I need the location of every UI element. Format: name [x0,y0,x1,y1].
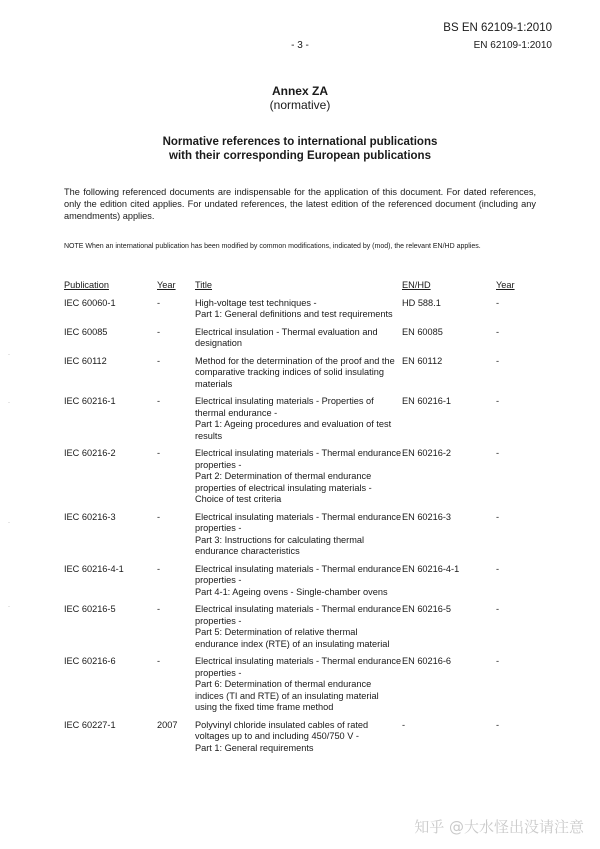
cell-year: - [157,604,161,614]
cell-en-year: - [496,396,500,406]
table-row [64,298,536,327]
table-row [64,720,536,761]
heading-line-1: Normative references to international publications [162,136,438,148]
cell-title [195,656,402,720]
heading-line-2: with their corresponding European publications [169,150,431,162]
cell-en-hd: EN 60216-4-1 [402,563,460,574]
cell-en-year: - [496,563,500,574]
cell-title [195,448,402,512]
cell-en-hd: EN 60085 [402,326,443,337]
title-line: Part 3: Instructions for calculating thermal endurance characteristics [195,534,365,556]
page-number: - 3 - [291,40,309,51]
header-publication: Publication [64,280,109,290]
table-row [64,604,536,656]
cell-title [195,720,402,761]
cell-title [195,298,402,327]
title-line: Electrical insulating materials - Thermal endurance properties - [195,656,402,678]
cell-publication: IEC 60085 [64,326,108,337]
cell-title [195,512,402,564]
cell-en-year: - [496,719,500,730]
cell-year: - [157,563,161,574]
title-line: Electrical insulating materials - Thermal endurance properties - [195,563,402,585]
cell-en-year: - [496,604,500,614]
cell-en-hd: - [402,719,406,730]
cell-publication: IEC 60216-6 [64,656,116,666]
cell-publication: IEC 60216-1 [64,396,116,406]
cell-publication: IEC 60227-1 [64,719,116,730]
cell-title [195,564,402,605]
table-row [64,448,536,512]
en-id: EN 62109-1:2010 [473,40,552,51]
table-row [64,656,536,720]
scan-mark: · [8,604,10,610]
header-en-hd: EN/HD [402,280,431,290]
cell-en-hd: EN 60216-2 [402,448,452,458]
cell-year: - [157,396,161,406]
cell-en-hd: EN 60216-3 [402,511,452,522]
cell-publication: IEC 60216-4-1 [64,563,124,574]
cell-year: - [157,656,161,666]
cell-en-year: - [496,326,500,337]
scan-mark: · [8,520,10,526]
cell-publication: IEC 60216-3 [64,511,116,522]
title-line: Part 6: Determination of thermal endurance indices (TI and RTE) of an insulating material using the fixed time frame method [195,679,379,712]
cell-year: - [157,511,161,522]
cell-title [195,327,402,356]
intro-paragraph: The following referenced documents are indispensable for the application of this document. For dated references, only the edition cited applies. For undated references, the latest edition of the referenced document (including any amendments) applies. [64,187,536,221]
title-line: Electrical insulating materials - Thermal endurance properties - [195,511,402,533]
table-row [64,564,536,605]
title-line: Part 4-1: Ageing ovens - Single-chamber ovens [195,586,388,597]
cell-publication: IEC 60216-5 [64,604,116,614]
table-header-row [64,280,536,298]
title-line: Part 5: Determination of relative thermal endurance index (RTE) of an insulating material [195,627,390,649]
cell-en-year: - [496,448,500,458]
cell-en-hd: HD 588.1 [402,297,441,308]
title-line: Electrical insulating materials - Thermal endurance properties - [195,604,402,626]
title-line: Part 1: General requirements [195,742,314,753]
table-row [64,396,536,448]
annex-subtitle: (normative) [269,98,331,112]
annex-title: Annex ZA [271,84,328,98]
cell-en-year: - [496,511,500,522]
standard-id: BS EN 62109-1:2010 [443,22,552,34]
cell-en-hd: EN 60216-1 [402,396,452,406]
note-paragraph: NOTE When an international publication has been modified by common modifications, indicated by (mod), the relevant EN/HD applies. [64,243,481,250]
table-row [64,512,536,564]
cell-title [195,356,402,397]
title-line: Electrical insulating materials - Thermal endurance properties - [195,448,402,470]
title-line: Method for the determination of the proof and the comparative tracking indices of solid insulating materials [195,355,395,389]
cell-en-year: - [496,297,500,308]
title-line: Part 2: Determination of thermal endurance properties of electrical insulating materials - Choice of test criteria [195,471,372,504]
header-title: Title [195,280,213,290]
cell-en-hd: EN 60216-5 [402,604,452,614]
cell-en-year: - [496,355,500,366]
cell-year: 2007 [157,719,178,730]
title-line: Electrical insulating materials - Properties of thermal endurance - [195,396,374,418]
header-en-year: Year [496,280,515,290]
title-line: Polyvinyl chloride insulated cables of rated voltages up to and including 450/750 V - [195,719,369,741]
title-line: High-voltage test techniques - [195,297,317,308]
cell-year: - [157,355,161,366]
cell-year: - [157,448,161,458]
cell-publication: IEC 60216-2 [64,448,116,458]
cell-title [195,396,402,448]
cell-en-hd: EN 60216-6 [402,656,452,666]
cell-en-year: - [496,656,500,666]
scan-mark: · [8,400,10,406]
title-line: Part 1: General definitions and test requirements [195,309,393,319]
header-year: Year [157,280,176,290]
title-line: Electrical insulation - Thermal evaluation and designation [195,326,378,348]
cell-title [195,604,402,656]
cell-year: - [157,297,161,308]
scan-mark: · [8,352,10,358]
cell-publication: IEC 60060-1 [64,297,116,308]
watermark: 知乎 @大水怪出没请注意 [414,818,584,836]
cell-en-hd: EN 60112 [402,355,443,366]
cell-year: - [157,326,161,337]
cell-publication: IEC 60112 [64,355,107,366]
table-row [64,356,536,397]
references-table [64,280,536,760]
title-line: Part 1: Ageing procedures and evaluation of test results [195,419,392,441]
table-row [64,327,536,356]
